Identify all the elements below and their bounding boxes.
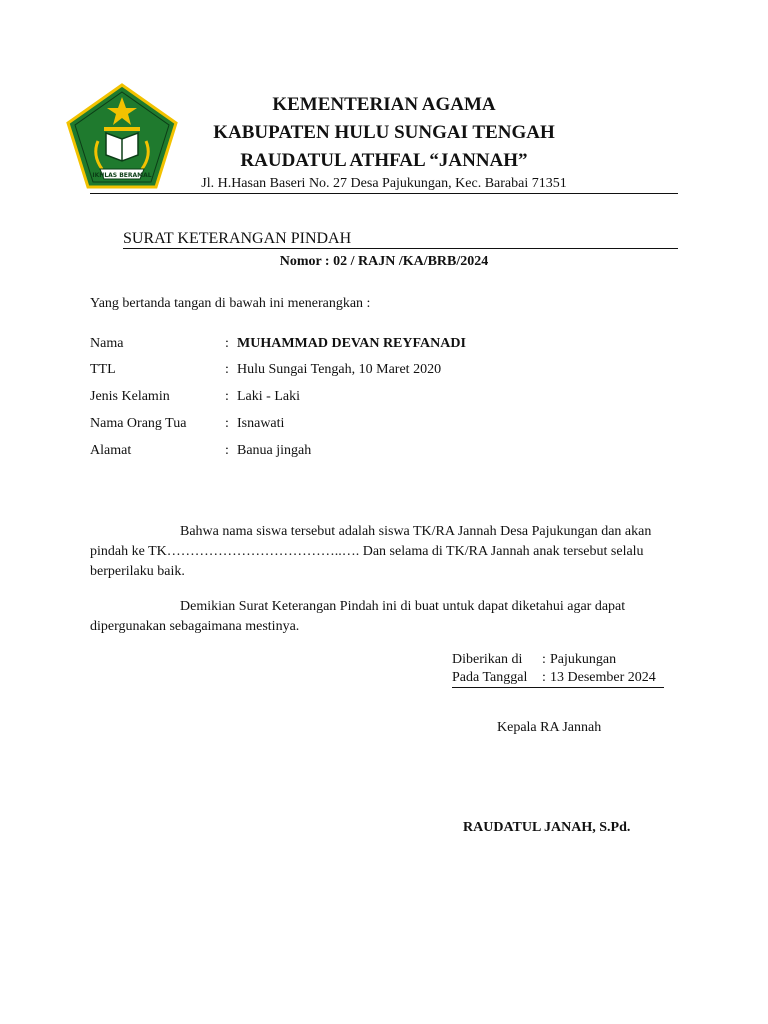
header-divider (90, 193, 678, 194)
issued-date-value: 13 Desember 2024 (550, 670, 656, 685)
emblem-motto: IKHLAS BERAMAL (92, 172, 152, 179)
signatory-name: RAUDATUL JANAH, S.Pd. (463, 820, 631, 835)
field-colon: : (225, 443, 229, 458)
signatory-position: Kepala RA Jannah (497, 720, 602, 735)
letter-title: SURAT KETERANGAN PINDAH (123, 230, 678, 249)
field-colon: : (225, 336, 229, 351)
issued-colon: : (542, 652, 546, 667)
field-value: Laki - Laki (237, 389, 300, 404)
issued-place-row (452, 651, 664, 669)
intro-text: Yang bertanda tangan di bawah ini menerangkan : (90, 296, 371, 311)
letter-number: Nomor : 02 / RAJN /KA/BRB/2024 (279, 254, 489, 269)
issued-date-row (452, 669, 664, 688)
field-label: TTL (90, 362, 116, 377)
paragraph-text: Demikian Surat Keterangan Pindah ini di buat untuk dapat diketahui agar dapat dipergunakan sebagaimana mestinya. (90, 599, 626, 634)
field-value: Isnawati (237, 416, 285, 431)
issued-place-value: Pajukungan (550, 652, 617, 667)
field-colon: : (225, 416, 229, 431)
field-value: Hulu Sungai Tengah, 10 Maret 2020 (237, 362, 442, 377)
field-value: MUHAMMAD DEVAN REYFANADI (237, 336, 466, 351)
body-paragraph-2 (90, 597, 680, 637)
field-value: Banua jingah (237, 443, 312, 458)
field-label: Jenis Kelamin (90, 389, 170, 404)
body-paragraph-1 (90, 522, 680, 582)
header-address: Jl. H.Hasan Baseri No. 27 Desa Pajukungan, Kec. Barabai 71351 (201, 176, 567, 191)
issued-date-label: Pada Tanggal (452, 670, 528, 685)
paragraph-text: Bahwa nama siswa tersebut adalah siswa TK/RA Jannah Desa Pajukungan dan akan pindah ke TK………………………………..…. Dan selama di TK/RA Jannah anak tersebut selalu berperilaku baik. (90, 524, 652, 579)
issued-block (452, 651, 664, 688)
field-label: Nama Orang Tua (90, 416, 187, 431)
issued-colon: : (542, 670, 546, 685)
header-ministry: KEMENTERIAN AGAMA (272, 94, 496, 115)
field-label: Alamat (90, 443, 132, 458)
issued-place-label: Diberikan di (452, 652, 523, 667)
field-colon: : (225, 389, 229, 404)
header-school: RAUDATUL ATHFAL “JANNAH” (240, 150, 528, 171)
field-colon: : (225, 362, 229, 377)
header-regency: KABUPATEN HULU SUNGAI TENGAH (213, 122, 555, 143)
field-label: Nama (90, 336, 124, 351)
